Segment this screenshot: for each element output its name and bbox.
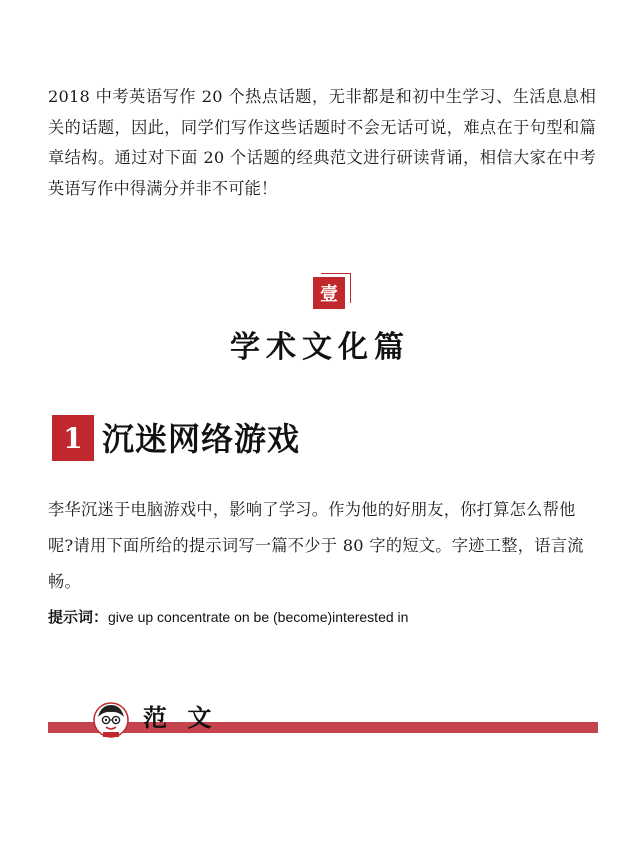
topic-title: 沉迷网络游戏 xyxy=(102,420,301,458)
student-avatar-icon xyxy=(93,702,129,738)
topic-number: 1 xyxy=(52,415,94,461)
intro-paragraph: 2018 中考英语写作 20 个热点话题，无非都是和初中生学习、生活息息相关的话题，因此，同学们写作这些话题时不会无话可说，难点在于句型和篇章结构。通过对下面 20 个话题的经典范文进行研读背诵，相信大家在中考英语写作中得满分并非不可能！ xyxy=(48,87,596,198)
task-paragraph: 李华沉迷于电脑游戏中，影响了学习。作为他的好朋友，你打算怎么帮他呢?请用下面所给的提示词写一篇不少于 80 字的短文。字迹工整，语言流畅。 xyxy=(48,500,584,591)
badge-frame-top xyxy=(321,273,351,274)
hint-words: give up concentrate on be (become)interested in xyxy=(108,609,409,625)
essay-divider-bar xyxy=(48,722,598,733)
section-title: 学术文化篇 xyxy=(230,330,410,365)
hint-line xyxy=(48,606,408,627)
badge-frame-right xyxy=(350,273,351,303)
section-badge xyxy=(313,277,349,313)
essay-label: 范 文 xyxy=(143,703,218,732)
section-badge-label: 壹 xyxy=(313,277,345,309)
hint-label: 提示词： xyxy=(48,608,109,626)
